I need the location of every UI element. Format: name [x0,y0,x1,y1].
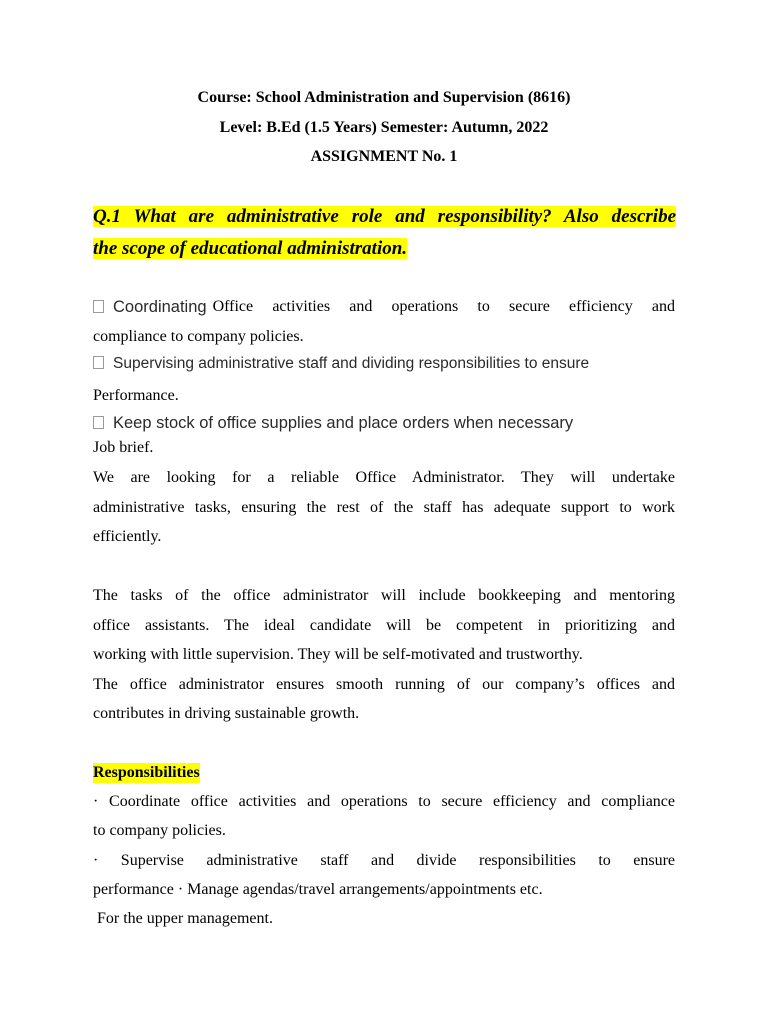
responsibility-2-l3: For the upper management. [93,910,273,927]
job-brief-p1-l2: administrative tasks, ensuring the rest of the staff has adequate support to work [93,499,675,516]
job-brief-p2-l1: The tasks of the office administrator will include bookkeeping and mentoring [93,587,675,604]
level-line: Level: B.Ed (1.5 Years) Semester: Autumn, 2022 [219,119,549,136]
responsibility-2-l2: performance · Manage agendas/travel arrangements/appointments etc. [93,881,543,898]
question-line-2 [93,237,407,261]
performance-line: Performance. [93,387,179,404]
checkbox-glyph-icon [93,300,104,313]
responsibility-1-l2: to company policies. [93,822,226,839]
coordinating-lead [93,297,207,318]
coordinating-rest: Office activities and operations to secure efficiency and [212,298,675,315]
coordinating-continuation: compliance to company policies. [93,328,304,345]
supervising-text: Supervising administrative staff and dividing responsibilities to ensure [113,355,590,372]
assignment-title: ASSIGNMENT No. 1 [310,148,458,165]
job-brief-p1-l1: We are looking for a reliable Office Administrator. They will undertake [93,469,675,486]
question-text-2: the scope of educational administration. [93,238,408,259]
bullet-coordinating [93,297,675,318]
job-brief-p3-l1: The office administrator ensures smooth running of our company’s offices and [93,676,675,693]
job-brief-p2-l3: working with little supervision. They will be self-motivated and trustworthy. [93,646,583,663]
responsibility-1-l1: · Coordinate office activities and operations to secure efficiency and compliance [93,793,675,810]
job-brief-p2-l2: office assistants. The ideal candidate will be competent in prioritizing and [93,617,675,634]
bullet-keep-stock [93,413,678,433]
checkbox-glyph-icon [93,356,104,369]
question-text-1: Q.1 What are administrative role and responsibility? Also describe [93,206,676,227]
job-brief-label: Job brief. [93,439,154,456]
keep-stock-text: Keep stock of office supplies and place orders when necessary [113,414,574,432]
job-brief-p1-l3: efficiently. [93,528,162,545]
responsibilities-heading: Responsibilities [93,764,200,781]
coordinating-word: Coordinating [113,298,207,316]
question-line-1 [93,205,676,229]
course-title: Course: School Administration and Supervision (8616) [197,89,571,106]
job-brief-p3-l2: contributes in driving sustainable growth. [93,705,360,722]
responsibility-2-l1: · Supervise administrative staff and divide responsibilities to ensure [93,852,675,869]
checkbox-glyph-icon [93,416,104,429]
bullet-supervising [93,354,678,374]
